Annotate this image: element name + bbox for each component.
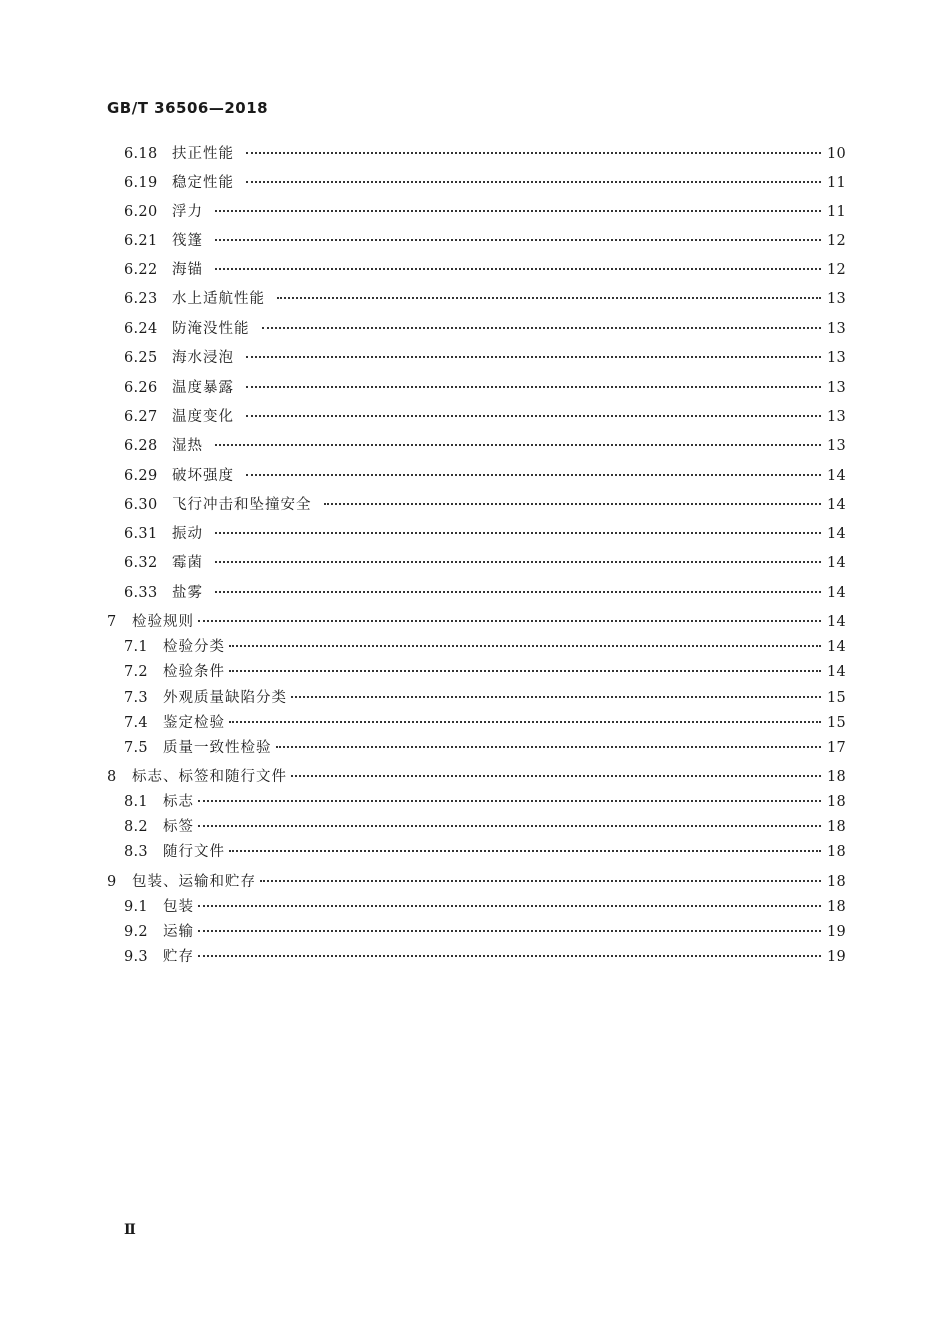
toc-entry-number: 9 [107,874,117,890]
toc-entry-page: 18 [826,874,846,890]
toc-entry-title: 浮力 [172,204,203,220]
dot-leader [215,444,821,446]
toc-entry[interactable] [107,872,846,892]
toc-entry[interactable] [124,662,846,682]
toc-entry[interactable] [124,231,846,251]
page-number-footer: Ⅱ [124,1222,136,1238]
dot-leader [215,532,821,534]
dot-leader [198,905,821,907]
toc-entry-title: 筏篷 [172,233,203,249]
toc-entry-number: 7 [107,614,117,630]
dot-leader [198,620,821,622]
toc-entry-number: 7.3 [124,690,148,706]
toc-entry-number: 7.2 [124,664,148,680]
toc-entry-page: 15 [826,690,846,706]
dot-leader [246,152,821,154]
toc-entry-title: 标志 [163,794,194,810]
toc-entry[interactable] [124,792,846,812]
toc-entry[interactable] [124,947,846,967]
toc-entry[interactable] [124,495,846,515]
toc-entry-title: 检验条件 [163,664,225,680]
toc-entry[interactable] [124,289,846,309]
toc-entry-title: 霉菌 [172,555,203,571]
toc-entry-page: 15 [826,715,846,731]
toc-entry[interactable] [124,144,846,164]
dot-leader [215,268,821,270]
toc-entry-page: 13 [826,438,846,454]
toc-entry-page: 13 [826,291,846,307]
toc-entry[interactable] [124,817,846,837]
dot-leader [198,800,821,802]
toc-entry-number: 8 [107,769,117,785]
toc-entry-number: 6.28 [124,438,158,454]
toc-entry-number: 6.24 [124,321,158,337]
dot-leader [215,210,821,212]
toc-entry-page: 19 [826,949,846,965]
toc-entry-page: 18 [826,844,846,860]
toc-entry-number: 6.25 [124,350,158,366]
toc-entry-number: 8.3 [124,844,148,860]
toc-entry[interactable] [124,378,846,398]
toc-entry-page: 14 [826,497,846,513]
toc-entry[interactable] [124,407,846,427]
toc-entry-title: 湿热 [172,438,203,454]
dot-leader [260,880,821,882]
toc-entry[interactable] [124,738,846,758]
toc-entry[interactable] [124,524,846,544]
toc-entry-title: 包装、运输和贮存 [132,874,256,890]
toc-entry-page: 14 [826,468,846,484]
dot-leader [215,591,821,593]
toc-entry[interactable] [124,436,846,456]
dot-leader [291,696,821,698]
toc-entry-page: 13 [826,321,846,337]
dot-leader [324,503,821,505]
toc-entry-title: 温度暴露 [172,380,234,396]
dot-leader [291,775,821,777]
toc-entry-page: 12 [826,233,846,249]
toc-entry-number: 6.29 [124,468,158,484]
toc-entry-number: 6.26 [124,380,158,396]
toc-entry-number: 6.33 [124,585,158,601]
toc-entry[interactable] [124,922,846,942]
toc-entry-number: 9.3 [124,949,148,965]
dot-leader [262,327,821,329]
toc-entry-title: 温度变化 [172,409,234,425]
toc-entry-page: 14 [826,614,846,630]
toc-entry-title: 防淹没性能 [172,321,250,337]
dot-leader [198,930,821,932]
toc-entry-title: 稳定性能 [172,175,234,191]
toc-entry-page: 14 [826,664,846,680]
toc-entry[interactable] [124,202,846,222]
toc-entry[interactable] [124,553,846,573]
toc-entry-number: 6.18 [124,146,158,162]
dot-leader [229,670,821,672]
toc-entry[interactable] [124,319,846,339]
toc-entry-title: 检验规则 [132,614,194,630]
toc-entry-number: 9.1 [124,899,148,915]
dot-leader [215,239,821,241]
toc-entry[interactable] [124,637,846,657]
toc-entry-number: 6.19 [124,175,158,191]
toc-entry-page: 12 [826,262,846,278]
dot-leader [277,297,821,299]
toc-entry-title: 破坏强度 [172,468,234,484]
toc-entry-title: 扶正性能 [172,146,234,162]
toc-entry-title: 标志、标签和随行文件 [132,769,287,785]
toc-entry-title: 贮存 [163,949,194,965]
toc-entry-page: 14 [826,526,846,542]
document-id-header: GB/T 36506—2018 [107,99,269,117]
toc-entry-page: 14 [826,555,846,571]
toc-entry[interactable] [124,897,846,917]
toc-entry-number: 6.21 [124,233,158,249]
dot-leader [229,850,821,852]
toc-entry-number: 6.31 [124,526,158,542]
toc-entry-page: 19 [826,924,846,940]
toc-entry-number: 7.4 [124,715,148,731]
toc-entry-title: 飞行冲击和坠撞安全 [172,497,312,513]
dot-leader [276,746,821,748]
toc-entry-page: 13 [826,380,846,396]
toc-entry[interactable] [124,688,846,708]
dot-leader [229,721,821,723]
toc-entry-number: 6.23 [124,291,158,307]
toc-entry-title: 鉴定检验 [163,715,225,731]
toc-entry-title: 标签 [163,819,194,835]
toc-entry-title: 运输 [163,924,194,940]
dot-leader [246,474,821,476]
toc-entry-page: 18 [826,769,846,785]
toc-entry-number: 8.2 [124,819,148,835]
toc-entry-page: 11 [826,175,846,191]
toc-entry-number: 7.5 [124,740,148,756]
toc-entry-page: 13 [826,350,846,366]
toc-entry-title: 随行文件 [163,844,225,860]
dot-leader [198,955,821,957]
toc-entry-page: 18 [826,794,846,810]
toc-entry-page: 18 [826,899,846,915]
toc-entry-title: 检验分类 [163,639,225,655]
toc-entry-number: 6.27 [124,409,158,425]
dot-leader [246,415,821,417]
toc-entry[interactable] [124,348,846,368]
toc-entry-number: 8.1 [124,794,148,810]
toc-entry-page: 14 [826,585,846,601]
toc-entry[interactable] [124,260,846,280]
toc-entry-title: 质量一致性检验 [163,740,272,756]
toc-entry[interactable] [124,173,846,193]
toc-entry-title: 振动 [172,526,203,542]
toc-entry-number: 6.20 [124,204,158,220]
toc-entry[interactable] [124,842,846,862]
toc-entry-number: 9.2 [124,924,148,940]
dot-leader [198,825,821,827]
toc-entry[interactable] [124,466,846,486]
toc-entry[interactable] [124,583,846,603]
toc-entry-title: 外观质量缺陷分类 [163,690,287,706]
toc-entry[interactable] [107,767,846,787]
toc-entry-page: 18 [826,819,846,835]
toc-entry[interactable] [107,612,846,632]
toc-entry[interactable] [124,713,846,733]
dot-leader [246,356,821,358]
dot-leader [246,386,821,388]
dot-leader [215,561,821,563]
dot-leader [246,181,821,183]
toc-entry-number: 6.32 [124,555,158,571]
toc-entry-title: 海水浸泡 [172,350,234,366]
toc-entry-number: 6.22 [124,262,158,278]
toc-entry-page: 14 [826,639,846,655]
toc-entry-title: 盐雾 [172,585,203,601]
toc-entry-page: 11 [826,204,846,220]
dot-leader [229,645,821,647]
toc-entry-page: 17 [826,740,846,756]
toc-entry-page: 13 [826,409,846,425]
toc-entry-page: 10 [826,146,846,162]
toc-entry-title: 水上适航性能 [172,291,265,307]
toc-entry-title: 包装 [163,899,194,915]
toc-entry-number: 7.1 [124,639,148,655]
toc-entry-number: 6.30 [124,497,158,513]
toc-entry-title: 海锚 [172,262,203,278]
